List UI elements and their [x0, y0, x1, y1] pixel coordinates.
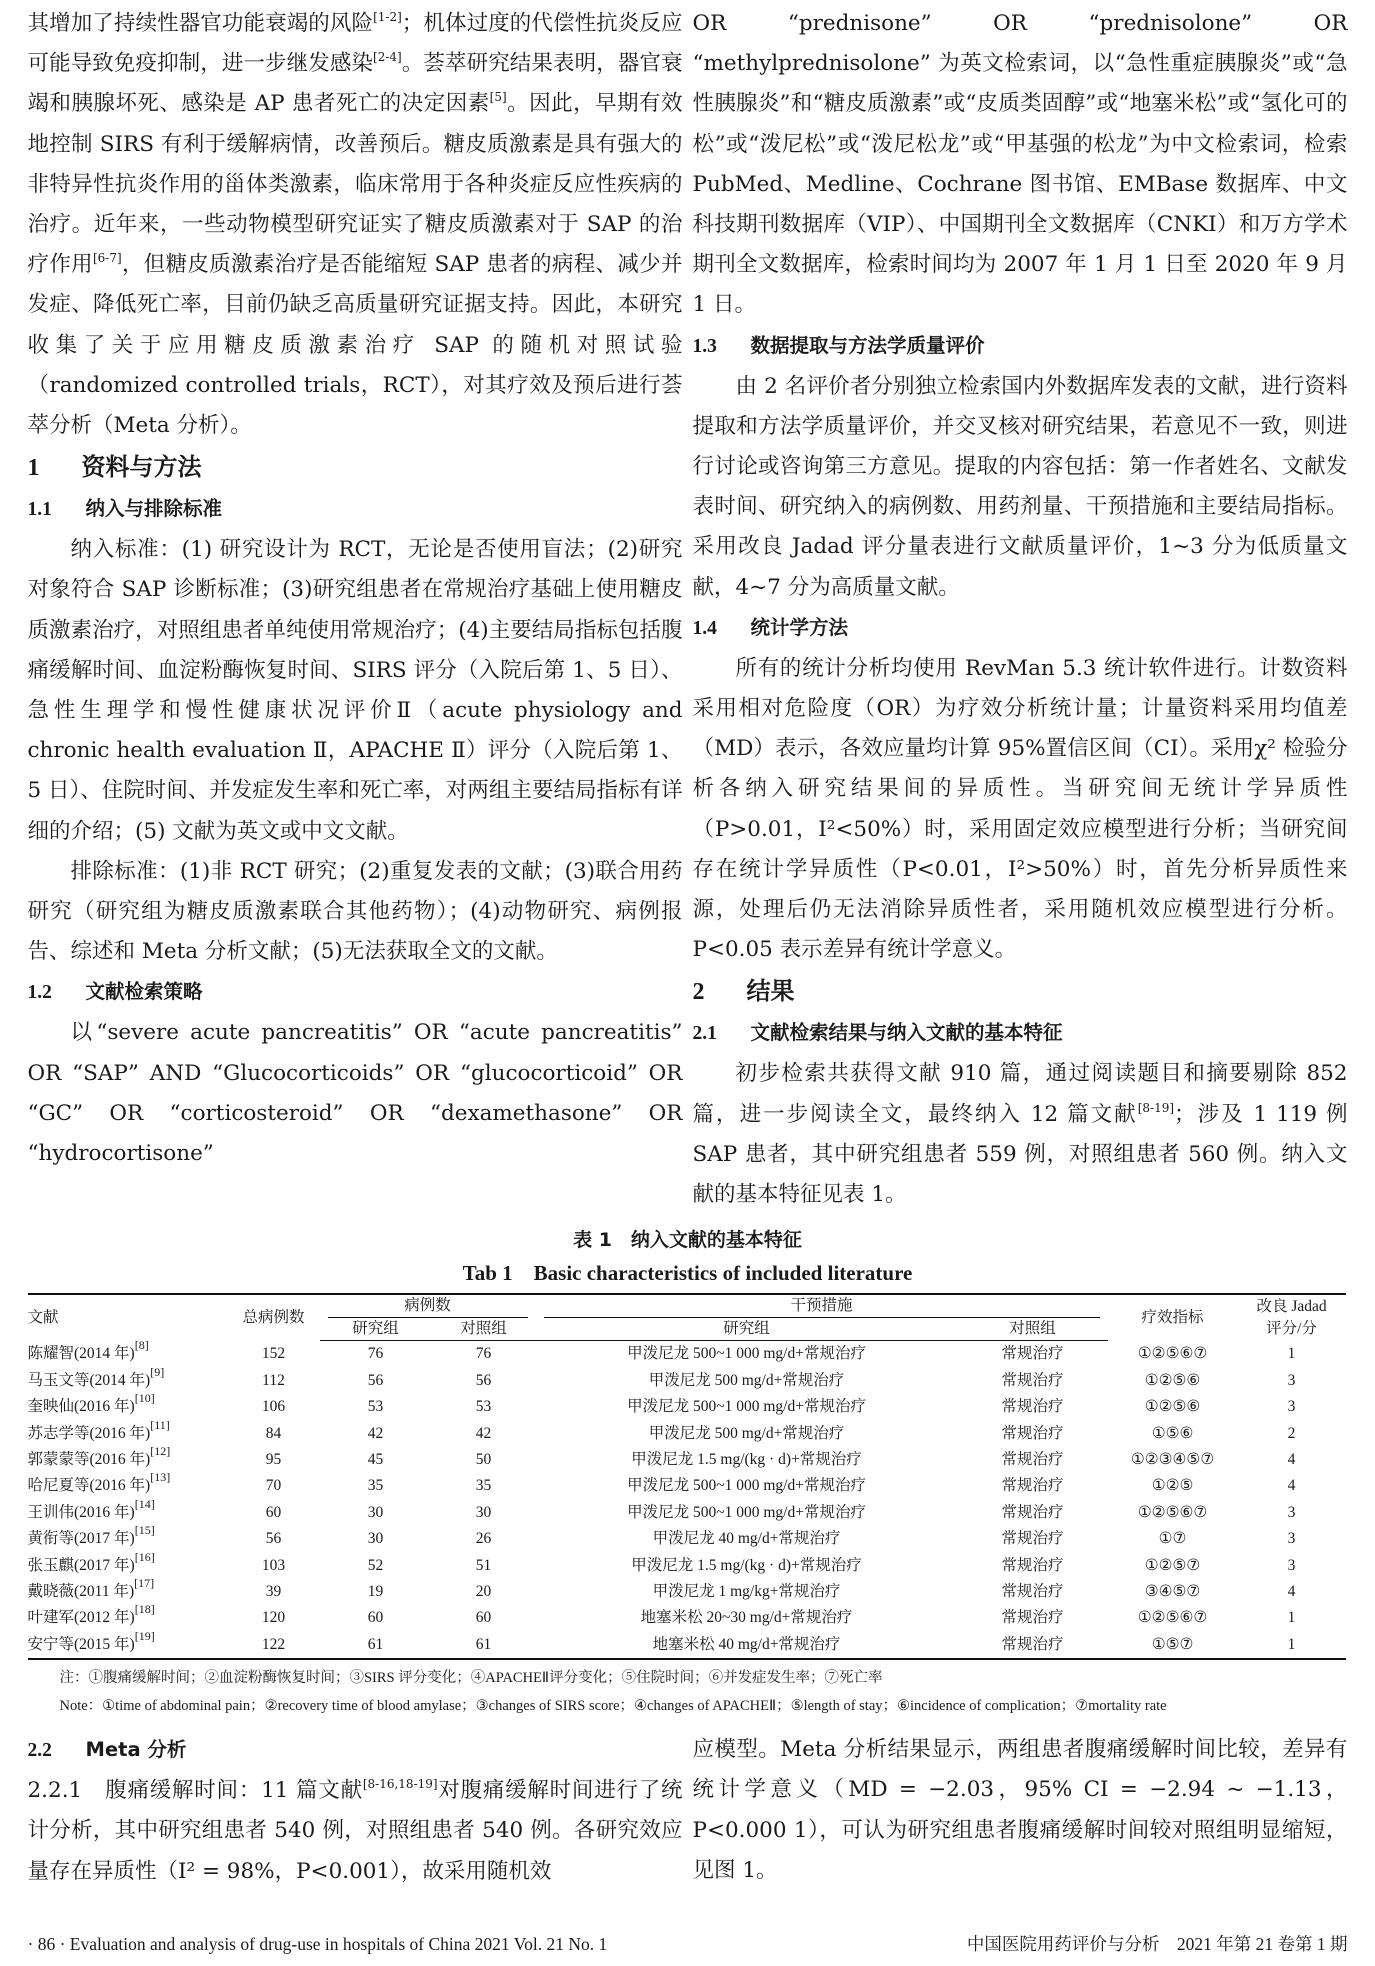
cell-intervention-study: 地塞米松 40 mg/d+常规治疗 [536, 1632, 958, 1659]
section-1-3-heading: 1.3 数据提取与方法学质量评价 [692, 333, 985, 357]
section-2-2-heading: 2.2 Meta 分析 [27, 1738, 187, 1762]
table-body [28, 1341, 1346, 1659]
cell-study-cases: 30 [367, 1530, 384, 1548]
text-run: 。荟萃研究结果表明，器官衰竭和胰腺坏死、感染是 AP 患者死亡的决定因素 [27, 51, 683, 117]
section-2-1-heading: 2.1 文献检索结果与纳入文献的基本特征 [692, 1021, 1063, 1045]
text-run: 。因此，早期有效地控制 SIRS 有利于缓解病情，改善预后。糖皮质激素是具有强大的非特异性抗炎作用的甾体类激素，临床常用于各种炎症反应性疾病的治疗。近年来，一些动物模型研究证实了糖皮质激素对于 SAP 的治疗作用 [27, 91, 683, 278]
cell-study-cases: 35 [367, 1477, 384, 1495]
section-1-1-heading: 1.1 纳入与排除标准 [27, 497, 223, 521]
cell-intervention-study: 甲泼尼龙 500~1 000 mg/d+常规治疗 [627, 1345, 866, 1363]
cell-outcome: ③④⑤⑦ [1144, 1582, 1201, 1600]
page [28, 0, 1348, 1966]
cell-outcome: ①②⑤⑦ [1144, 1556, 1201, 1574]
cell-intervention-study: 甲泼尼龙 500~1 000 mg/d+常规治疗 [627, 1503, 866, 1521]
cell-study-cases: 45 [367, 1450, 384, 1468]
cell-control-cases: 53 [475, 1398, 492, 1416]
cell-total: 122 [228, 1632, 320, 1659]
citation-ref: [10] [134, 1394, 155, 1406]
footer-left: · 86 · Evaluation and analysis of drug-use in hospitals of China 2021 Vol. 21 No. 1 [27, 1933, 608, 1954]
cell-jadad: 3 [1287, 1530, 1296, 1548]
header-total-cases: 总病例数 [228, 1294, 320, 1341]
cell-intervention-control: 常规治疗 [1001, 1582, 1064, 1600]
cell-intervention-study: 甲泼尼龙 500~1 000 mg/d+常规治疗 [627, 1398, 866, 1416]
cell-control-cases: 56 [475, 1371, 492, 1389]
citation-ref: [8] [134, 1340, 149, 1353]
cell-outcome: ①②⑤⑥⑦ [1137, 1609, 1208, 1627]
citation-ref: [13] [150, 1473, 171, 1485]
cell-total: 95 [265, 1450, 282, 1468]
citation-ref: [1-2] [373, 10, 402, 24]
table-row [28, 1553, 1346, 1579]
cell-total: 152 [261, 1345, 286, 1363]
cell-intervention-control: 常规治疗 [1001, 1530, 1064, 1548]
cell-literature: 哈尼夏等(2016 年)[13] [28, 1473, 228, 1499]
page-footer [28, 1932, 1348, 1966]
cell-intervention-control: 常规治疗 [1001, 1371, 1064, 1389]
cell-control-cases: 26 [475, 1530, 492, 1548]
cell-study-cases: 52 [367, 1556, 384, 1574]
text-run: ；涉及 1 119 例 SAP 患者，其中研究组患者 559 例，对照组患者 560 例。纳入文献的基本特征见表 1。 [692, 1101, 1348, 1208]
cell-jadad: 2 [1287, 1424, 1296, 1442]
table-note-en: Note：①time of abdominal pain；②recovery time of blood amylase；③changes of SIRS score；④changes of APACHEⅡ；⑤length of stay；⑥incidence of complication；⑦mortality rate [59, 1698, 1167, 1715]
cell-literature: 苏志学等(2016 年)[11] [28, 1421, 228, 1447]
cell-literature: 黄衔等(2017 年)[15] [28, 1526, 228, 1552]
cell-literature: 安宁等(2015 年)[19] [28, 1632, 228, 1659]
cell-jadad: 1 [1287, 1609, 1296, 1627]
cell-control-cases: 20 [475, 1582, 492, 1600]
table-caption-en: Tab 1 Basic characteristics of included literature [462, 1261, 913, 1286]
cell-study-cases: 60 [367, 1609, 384, 1627]
cell-literature: 叶建军(2012 年)[18] [28, 1605, 228, 1631]
statistics-paragraph: 所有的统计分析均使用 RevMan 5.3 统计软件进行。计数资料采用相对危险度（OR）为疗效分析统计量；计量资料采用均值差（MD）表示，各效应量均计算 95%置信区间（CI）。采用χ² 检验分析各纳入研究结果间的异质性。当研究间无统计学异质性（P>0.01，I²<50%）时，采用固定效应模型进行分析；当研究间存在统计学异质性（P<0.01，I²>50%）时，首先分析异质性来源，处理后仍无法消除异质性者，采用随机效应模型进行分析。P<0.05 表示差异有统计学意义。 [692, 655, 1348, 963]
cell-intervention-control: 常规治疗 [1001, 1345, 1064, 1363]
table-note-cn: 注：①腹痛缓解时间；②血淀粉酶恢复时间；③SIRS 评分变化；④APACHEⅡ评分变化；⑤住院时间；⑥并发症发生率；⑦死亡率 [59, 1670, 883, 1687]
cell-study-cases: 30 [367, 1503, 384, 1521]
cell-intervention-study: 甲泼尼龙 1.5 mg/(kg · d)+常规治疗 [631, 1556, 862, 1574]
cell-study-cases: 56 [367, 1371, 384, 1389]
footer-right: 中国医院用药评价与分析 2021 年第 21 卷第 1 期 [966, 1933, 1348, 1954]
table-row [28, 1421, 1346, 1447]
cell-total: 39 [265, 1582, 282, 1600]
characteristics-table [28, 1293, 1346, 1660]
cell-jadad: 1 [1238, 1632, 1346, 1659]
section-1-4-heading: 1.4 统计学方法 [692, 615, 849, 639]
cell-jadad: 4 [1287, 1450, 1296, 1468]
citation-ref: [14] [134, 1499, 155, 1511]
cell-intervention-control: 常规治疗 [1001, 1450, 1064, 1468]
citation-ref: [17] [134, 1578, 155, 1590]
table-row [28, 1526, 1346, 1552]
cell-total: 84 [265, 1424, 282, 1442]
cell-jadad: 3 [1287, 1398, 1296, 1416]
cell-total: 60 [265, 1503, 282, 1521]
text-run: 2.2.1 腹痛缓解时间：11 篇文献 [27, 1778, 363, 1804]
header-intervention-study: 研究组 [536, 1318, 958, 1341]
cell-intervention-control: 常规治疗 [1001, 1556, 1064, 1574]
right-column [693, 4, 1348, 1215]
citation-ref: [11] [150, 1420, 170, 1432]
cell-intervention-study: 甲泼尼龙 500 mg/d+常规治疗 [648, 1424, 845, 1442]
cell-literature: 戴晓薇(2011 年)[17] [28, 1579, 228, 1605]
cell-literature: 郭蒙蒙等(2016 年)[12] [28, 1447, 228, 1473]
citation-ref: [18] [134, 1605, 155, 1617]
cell-study-cases: 76 [367, 1345, 384, 1363]
table-row [28, 1500, 1346, 1526]
table-caption-cn: 表 1 纳入文献的基本特征 [573, 1229, 802, 1252]
cell-jadad: 3 [1287, 1503, 1296, 1521]
citation-ref: [2-4] [373, 50, 402, 65]
cell-outcome: ①②⑤⑥⑦ [1137, 1503, 1208, 1521]
text-run: ；机体过度的代偿性抗炎反应可能导致免疫抑制，进一步继发感染 [27, 11, 683, 77]
cell-intervention-study: 甲泼尼龙 1.5 mg/(kg · d)+常规治疗 [631, 1450, 862, 1468]
table-row [28, 1579, 1346, 1605]
cell-jadad: 4 [1287, 1582, 1296, 1600]
cell-total: 120 [261, 1609, 286, 1627]
citation-ref: [9] [150, 1367, 165, 1379]
cell-literature: 张玉麒(2017 年)[16] [28, 1553, 228, 1579]
cell-total: 70 [265, 1477, 282, 1495]
cell-outcome: ①⑤⑥ [1151, 1424, 1194, 1442]
cell-study-cases: 19 [367, 1582, 384, 1600]
cell-control-cases: 61 [432, 1632, 536, 1659]
header-intervention: 干预措施 [544, 1295, 1100, 1318]
cell-jadad: 3 [1287, 1371, 1296, 1389]
cell-jadad: 3 [1287, 1556, 1296, 1574]
cell-control-cases: 76 [475, 1345, 492, 1363]
citation-ref: [5] [489, 90, 507, 105]
citation-ref: [6-7] [92, 251, 122, 266]
cell-outcome: ①②⑤⑥⑦ [1137, 1345, 1208, 1363]
left-column [28, 4, 683, 1174]
header-jadad: 改良 Jadad 评分/分 [1238, 1294, 1346, 1341]
table-row [28, 1394, 1346, 1420]
inclusion-criteria: 纳入标准：(1) 研究设计为 RCT，无论是否使用盲法；(2)研究对象符合 SAP 诊断标准；(3)研究组患者在常规治疗基础上使用糖皮质激素治疗，对照组患者单纯使用常规治疗；(4)主要结局指标包括腹痛缓解时间、血淀粉酶恢复时间、SIRS 评分（入院后第 1、5 日）、急性生理学和慢性健康状况评价Ⅱ（acute physiology and chronic health evaluation Ⅱ，APACHE Ⅱ）评分（入院后第 1、5 日）、住院时间、并发症发生率和死亡率，对两组主要结局指标有详细的介绍；(5) 文献为英文或中文文献。 [27, 537, 683, 844]
cell-intervention-control: 常规治疗 [1001, 1424, 1064, 1442]
cell-literature: 奎映仙(2016 年)[10] [28, 1394, 228, 1420]
cell-intervention-study: 甲泼尼龙 40 mg/d+常规治疗 [652, 1530, 841, 1548]
cell-outcome: ①⑦ [1158, 1530, 1187, 1548]
section-1-2-heading: 1.2 文献检索策略 [27, 980, 203, 1004]
cell-outcome: ①②⑤⑥ [1144, 1371, 1201, 1389]
header-literature: 文献 [28, 1294, 228, 1341]
cell-literature: 王训伟(2016 年)[14] [28, 1500, 228, 1526]
header-cases-control: 对照组 [432, 1318, 536, 1341]
table-row [28, 1447, 1346, 1473]
cell-intervention-study: 地塞米松 20~30 mg/d+常规治疗 [640, 1609, 853, 1627]
cell-outcome: ①⑤⑦ [1108, 1632, 1238, 1659]
cell-outcome: ①②③④⑤⑦ [1130, 1450, 1215, 1468]
header-outcome: 疗效指标 [1108, 1294, 1238, 1341]
citation-ref: [19] [134, 1631, 155, 1643]
section-1-heading: 1 资料与方法 [27, 453, 202, 482]
cell-total: 112 [262, 1371, 285, 1389]
table-row [28, 1605, 1346, 1631]
cell-control-cases: 60 [475, 1609, 492, 1627]
cell-total: 106 [261, 1398, 286, 1416]
citation-ref: [8-16,18-19] [362, 1777, 438, 1792]
data-extraction-paragraph: 由 2 名评价者分别独立检索国内外数据库发表的文献，进行资料提取和方法学质量评价，并交叉核对研究结果，若意见不一致，则进行讨论或咨询第三方意见。提取的内容包括：第一作者姓名、文献发表时间、研究纳入的病例数、用药剂量、干预措施和主要结局指标。采用改良 Jadad 评分量表进行文献质量评价，1~3 分为低质量文献，4~7 分为高质量文献。 [692, 373, 1348, 600]
cell-study-cases: 42 [367, 1424, 384, 1442]
cell-literature: 陈耀智(2014 年)[8] [28, 1341, 228, 1368]
exclusion-criteria: 排除标准：(1)非 RCT 研究；(2)重复发表的文献；(3)联合用药研究（研究组为糖皮质激素联合其他药物）；(4)动物研究、病例报告、综述和 Meta 分析文献；(5)无法获取全文的文献。 [27, 858, 683, 965]
table-notes [28, 1664, 1348, 1720]
cell-control-cases: 42 [475, 1424, 492, 1442]
cell-intervention-control: 常规治疗 [1001, 1609, 1064, 1627]
after-left-column [28, 1730, 683, 1892]
table-row [28, 1341, 1346, 1368]
search-strategy-english: 以“severe acute pancreatitis” OR “acute pancreatitis” OR “SAP” AND “Glucocorticoids” OR “glucocorticoid” OR “GC” OR “corticosteroid” OR “dexamethasone” OR “hydrocortisone” [27, 1020, 683, 1167]
cell-outcome: ①②⑤ [1151, 1477, 1194, 1495]
header-cases-study: 研究组 [320, 1318, 432, 1341]
after-right-column [693, 1730, 1348, 1891]
cell-jadad: 1 [1287, 1345, 1296, 1363]
table-row [28, 1632, 1346, 1659]
citation-ref: [12] [150, 1446, 171, 1458]
text-run: 其增加了持续性器官功能衰竭的风险 [27, 11, 374, 36]
cell-intervention-control: 常规治疗 [958, 1632, 1108, 1659]
cell-intervention-study: 甲泼尼龙 500 mg/d+常规治疗 [648, 1371, 845, 1389]
cell-total: 56 [265, 1530, 282, 1548]
cell-total: 103 [261, 1556, 286, 1574]
cell-intervention-study: 甲泼尼龙 1 mg/kg+常规治疗 [652, 1582, 841, 1600]
table-1 [28, 1223, 1348, 1720]
cell-outcome: ①②⑤⑥ [1144, 1398, 1201, 1416]
header-cases: 病例数 [328, 1295, 528, 1318]
cell-study-cases: 53 [367, 1398, 384, 1416]
cell-jadad: 4 [1287, 1477, 1296, 1495]
top-columns [28, 4, 1348, 1215]
cell-control-cases: 35 [475, 1477, 492, 1495]
cell-intervention-control: 常规治疗 [1001, 1398, 1064, 1416]
abdominal-pain-paragraph-continued: 应模型。Meta 分析结果显示，两组患者腹痛缓解时间比较，差异有统计学意义（MD = −2.03，95% CI = −2.94 ~ −1.13，P<0.000 1），可认为研究组患者腹痛缓解时间较对照组明显缩短，见图 1。 [692, 1737, 1348, 1883]
abdominal-pain-paragraph [28, 1771, 683, 1892]
section-2-heading: 2 结果 [692, 977, 795, 1006]
header-intervention-control: 对照组 [958, 1318, 1108, 1341]
text-run: ，但糖皮质激素治疗是否能缩短 SAP 患者的病程、减少并发症、降低死亡率，目前仍缺乏高质量研究证据支持。因此，本研究收集了关于应用糖皮质激素治疗 SAP 的随机对照试验（randomized controlled trials，RCT），对其疗效及预后进行荟萃分析（Meta 分析）。 [27, 252, 683, 439]
text-run: 初步检索共获得文献 910 篇，通过阅读题目和摘要剔除 852 篇，进一步阅读全文，最终纳入 12 篇文献 [692, 1061, 1348, 1127]
citation-ref: [15] [134, 1526, 155, 1538]
after-table-section [28, 1730, 1348, 1892]
cell-intervention-study: 甲泼尼龙 500~1 000 mg/d+常规治疗 [627, 1477, 866, 1495]
cell-control-cases: 30 [475, 1503, 492, 1521]
text-run: 对腹痛缓解时间进行了统计分析，其中研究组患者 540 例，对照组患者 540 例。各研究效应量存在异质性（I² = 98%，P<0.001），故采用随机效 [27, 1778, 683, 1884]
cell-intervention-control: 常规治疗 [1001, 1477, 1064, 1495]
cell-control-cases: 51 [475, 1556, 492, 1574]
cell-literature: 马玉文等(2014 年)[9] [28, 1368, 228, 1394]
intro-paragraph [28, 4, 683, 446]
cell-control-cases: 50 [475, 1450, 492, 1468]
results-paragraph [693, 1054, 1348, 1215]
table-row [28, 1473, 1346, 1499]
cell-study-cases: 61 [320, 1632, 432, 1659]
cell-intervention-control: 常规治疗 [1001, 1503, 1064, 1521]
search-strategy-continued: OR “prednisone” OR “prednisolone” OR “methylprednisolone” 为英文检索词，以“急性重症胰腺炎”或“急性胰腺炎”和“糖皮质激素”或“皮质类固醇”或“地塞米松”或“氢化可的松”或“泼尼松”或“泼尼松龙”或“甲基强的松龙”为中文检索词，检索 PubMed、Medline、Cochrane 图书馆、EMBase 数据库、中文科技期刊数据库（VIP）、中国期刊全文数据库（CNKI）和万方学术期刊全文数据库，检索时间均为 2007 年 1 月 1 日至 2020 年 9 月 1 日。 [692, 11, 1348, 318]
table-row [28, 1368, 1346, 1394]
citation-ref: [8-19] [1137, 1100, 1175, 1115]
citation-ref: [16] [134, 1552, 155, 1564]
